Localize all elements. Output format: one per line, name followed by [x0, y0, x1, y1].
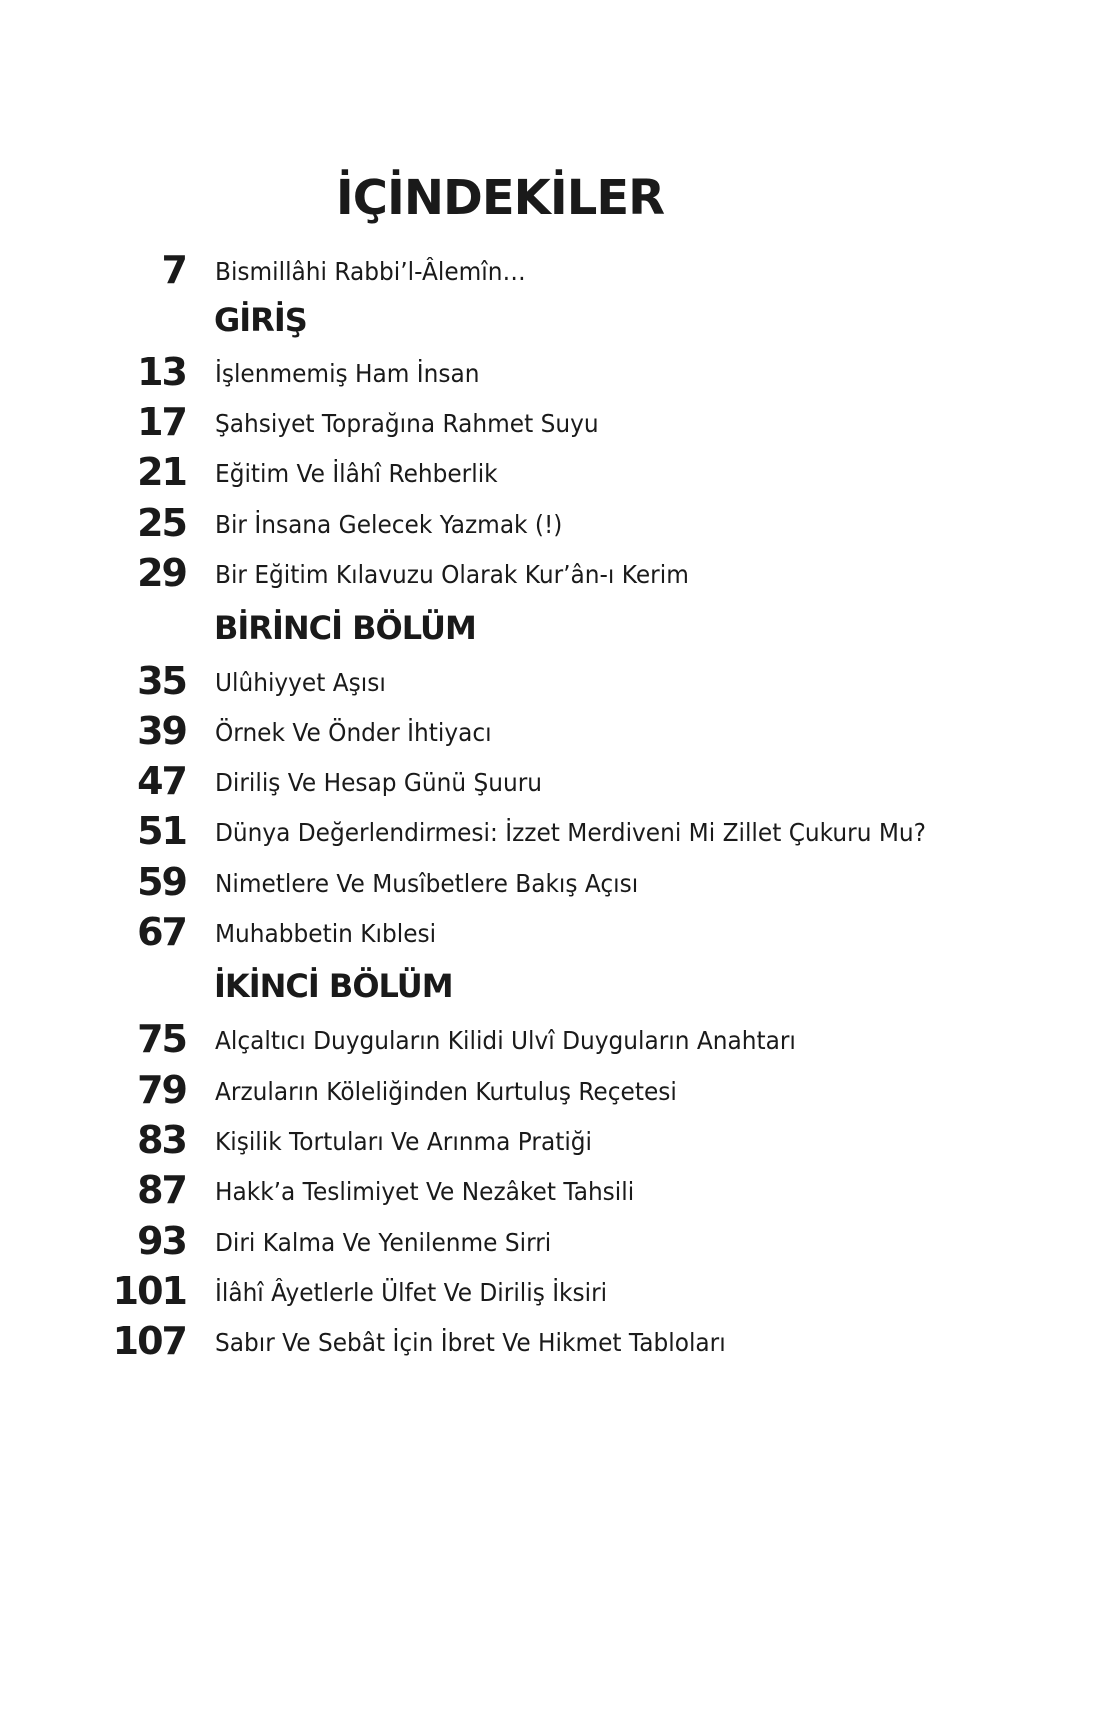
entry-title: Şahsiyet Toprağına Rahmet Suyu: [215, 409, 599, 438]
toc-entry[interactable]: [0, 499, 1103, 547]
toc-entry[interactable]: [0, 1267, 1103, 1315]
toc-entry[interactable]: [0, 1066, 1103, 1114]
toc-entry[interactable]: [0, 908, 1103, 956]
toc-entry[interactable]: [0, 1116, 1103, 1164]
section-heading: GİRİŞ: [214, 301, 307, 339]
entry-title: Arzuların Köleliğinden Kurtuluş Reçetesi: [215, 1077, 677, 1106]
entry-title: Sabır Ve Sebât İçin İbret Ve Hikmet Tabloları: [215, 1328, 726, 1357]
page-number: 39: [137, 709, 186, 753]
entry-title: Bir İnsana Gelecek Yazmak (!): [215, 510, 563, 539]
toc-entry[interactable]: [0, 246, 1103, 294]
toc-entry[interactable]: [0, 1217, 1103, 1265]
entry-title: Muhabbetin Kıblesi: [215, 919, 437, 948]
page-number: 13: [137, 350, 186, 394]
entry-title: Ulûhiyyet Aşısı: [215, 668, 386, 697]
page-number: 59: [137, 860, 186, 904]
entry-title: Bir Eğitim Kılavuzu Olarak Kur’ân-ı Kerim: [215, 560, 689, 589]
page-number: 107: [112, 1319, 186, 1363]
toc-entry[interactable]: [0, 858, 1103, 906]
toc-entry[interactable]: [0, 657, 1103, 705]
toc-entry[interactable]: [0, 807, 1103, 855]
entry-title: Dünya Değerlendirmesi: İzzet Merdiveni Mi Zillet Çukuru Mu?: [215, 818, 926, 847]
page-number: 7: [161, 248, 186, 292]
page-number: 17: [137, 400, 186, 444]
page-number: 29: [137, 551, 186, 595]
toc-entry[interactable]: [0, 757, 1103, 805]
entry-title: Hakk’a Teslimiyet Ve Nezâket Tahsili: [215, 1177, 635, 1206]
toc-entry[interactable]: [0, 448, 1103, 496]
page-number: 87: [137, 1168, 186, 1212]
entry-title: Kişilik Tortuları Ve Arınma Pratiği: [215, 1127, 593, 1156]
page-number: 21: [137, 450, 186, 494]
toc-entry[interactable]: [0, 1317, 1103, 1365]
page-number: 83: [137, 1118, 186, 1162]
section-heading: İKİNCİ BÖLÜM: [214, 967, 453, 1005]
toc-entry[interactable]: [0, 1166, 1103, 1214]
entry-title: Örnek Ve Önder İhtiyacı: [215, 718, 492, 747]
entry-title: Diri Kalma Ve Yenilenme Sirri: [215, 1228, 552, 1257]
page-number: 101: [112, 1269, 186, 1313]
page-number: 93: [137, 1219, 186, 1263]
toc-entry[interactable]: [0, 398, 1103, 446]
page-number: 51: [137, 809, 186, 853]
page-title: İÇİNDEKİLER: [335, 170, 665, 227]
entry-title: Alçaltıcı Duyguların Kilidi Ulvî Duyguların Anahtarı: [215, 1026, 796, 1055]
toc-entry[interactable]: [0, 348, 1103, 396]
page-number: 47: [137, 759, 186, 803]
page-number: 35: [137, 659, 186, 703]
section-heading: BİRİNCİ BÖLÜM: [214, 609, 476, 647]
entry-title: İşlenmemiş Ham İnsan: [215, 359, 480, 388]
toc-entry[interactable]: [0, 707, 1103, 755]
page-number: 79: [137, 1068, 186, 1112]
entry-title: Bismillâhi Rabbi’l-Âlemîn…: [215, 257, 526, 286]
toc-entry[interactable]: [0, 549, 1103, 597]
entry-title: Eğitim Ve İlâhî Rehberlik: [215, 459, 498, 488]
entry-title: İlâhî Âyetlerle Ülfet Ve Diriliş İksiri: [215, 1278, 608, 1307]
toc-entry[interactable]: [0, 1015, 1103, 1063]
entry-title: Diriliş Ve Hesap Günü Şuuru: [215, 768, 543, 797]
page-number: 75: [137, 1017, 186, 1061]
page-number: 25: [137, 501, 186, 545]
page-number: 67: [137, 910, 186, 954]
entry-title: Nimetlere Ve Musîbetlere Bakış Açısı: [215, 869, 639, 898]
